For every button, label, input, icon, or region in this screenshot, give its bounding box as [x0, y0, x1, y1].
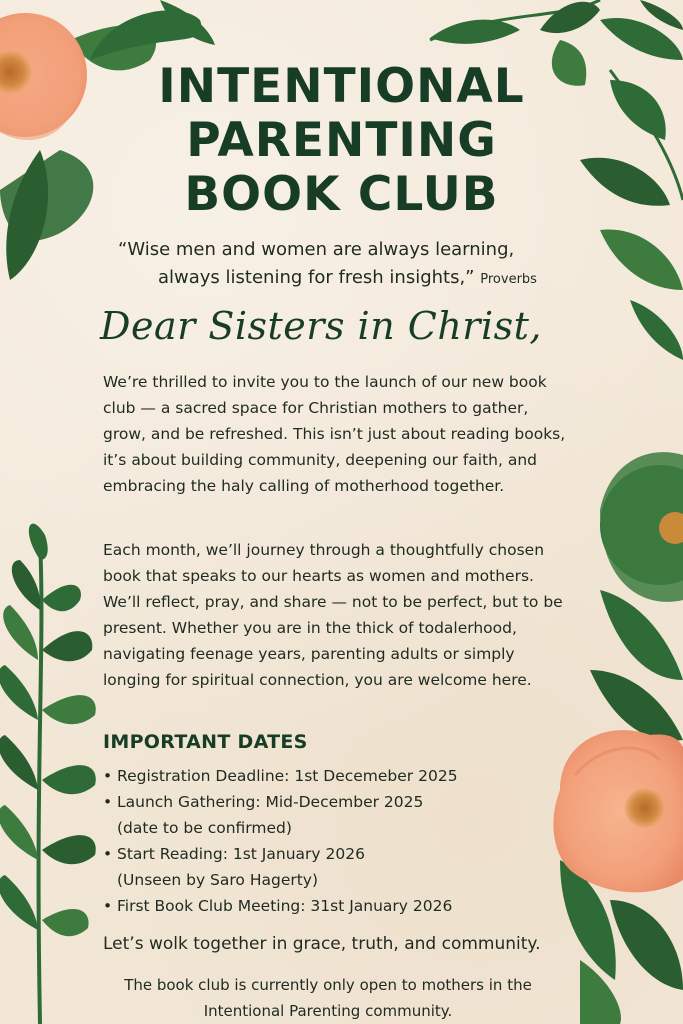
- scripture-quote: [110, 236, 580, 294]
- note-line-2: Intentional Parenting community.: [203, 1002, 453, 1020]
- important-dates-heading: IMPORTANT DATES: [103, 731, 308, 753]
- date-item-text: Launch Gathering: Mid-December 2025: [117, 793, 424, 811]
- bullet-icon: •: [103, 793, 113, 811]
- list-item: [103, 841, 563, 893]
- details-paragraph: Each month, we’ll journey through a thoughtfully chosen book that speaks to our hearts as women and mothers. We’ll reflect, pray, and share — not to be perfect, but to be present. Whether you are in the thick of todalerhood, navigating feenage years, parenting adults or simply longing for spiritual connection, you are welcome here.: [103, 541, 563, 689]
- important-dates-list: [103, 763, 563, 919]
- title-line-1: INTENTIONAL: [158, 59, 525, 114]
- list-item: [103, 893, 563, 919]
- closing-line: Let’s wolk together in grace, truth, and community.: [103, 934, 541, 954]
- date-item-text: Start Reading: 1st January 2026: [117, 845, 365, 863]
- page-title: [110, 60, 573, 222]
- quote-line-1: “Wise men and women are always learning,: [118, 239, 515, 260]
- list-item: [103, 763, 563, 789]
- date-item-subtext: (date to be confirmed): [117, 819, 292, 837]
- list-item: [103, 789, 563, 841]
- flower-icon-bottom-right: [553, 730, 683, 892]
- greeting: Dear Sisters in Christ,: [100, 304, 542, 348]
- flower-icon-middle-right: [600, 452, 683, 602]
- bullet-icon: •: [103, 845, 113, 863]
- quote-line-2: always listening for fresh insights,”: [158, 267, 475, 288]
- note-line-1: The book club is currently only open to mothers in the: [124, 976, 532, 994]
- quote-source: Proverbs: [480, 272, 537, 287]
- fern-icon-bottom-left: [0, 524, 96, 1024]
- title-line-2: PARENTING: [186, 113, 497, 168]
- bullet-icon: •: [103, 897, 113, 915]
- bullet-icon: •: [103, 767, 113, 785]
- date-item-text: Registration Deadline: 1st Decemeber 2025: [117, 767, 458, 785]
- quote-line-2-wrapper: [110, 264, 580, 294]
- eligibility-note: [103, 972, 553, 1024]
- title-line-3: BOOK CLUB: [184, 167, 499, 222]
- date-item-subtext: (Unseen by Saro Hagerty): [117, 871, 319, 889]
- intro-paragraph: We’re thrilled to invite you to the launch of our new book club — a sacred space for Christian mothers to gather, grow, and be refreshed. This isn’t just about reading books, it’s about building community, deepening our faith, and embracing the haly calling of motherhood together.: [103, 373, 566, 495]
- date-item-text: First Book Club Meeting: 31st January 2026: [117, 897, 453, 915]
